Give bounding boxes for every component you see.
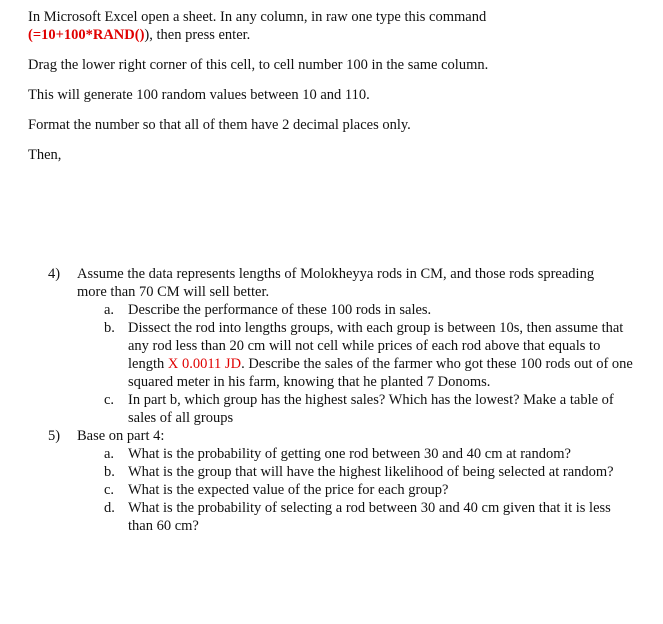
excel-formula: (=10+100*RAND() bbox=[28, 27, 145, 43]
question-5c bbox=[0, 481, 663, 499]
format-instruction: Format the number so that all of them have 2 decimal places only. bbox=[28, 117, 411, 133]
question-4 bbox=[0, 265, 663, 301]
sub-text-part: . Describe the sales of the farmer who got these 100 rods out of one squared meter in his farm, knowing that he planted 7 Donoms. bbox=[128, 356, 633, 390]
sub-letter: b. bbox=[104, 320, 115, 336]
question-number: 4) bbox=[48, 266, 61, 282]
question-5d bbox=[0, 499, 663, 535]
sub-text: What is the probability of getting one rod between 30 and 40 cm at random? bbox=[128, 446, 571, 462]
question-4b bbox=[0, 319, 663, 391]
sub-text-part: Dissect the rod into lengths groups, with each group is between 10s, then assume that any rod less than 20 cm will not cell while prices of each rod above that equals to length bbox=[128, 320, 624, 372]
question-5 bbox=[0, 427, 663, 445]
sub-text bbox=[128, 319, 633, 391]
sub-text: What is the expected value of the price for each group? bbox=[128, 482, 449, 498]
intro-line: In Microsoft Excel open a sheet. In any column, in raw one type this command bbox=[28, 9, 487, 25]
sub-text: What is the probability of selecting a rod between 30 and 40 cm given that it is less than 60 cm? bbox=[128, 500, 611, 534]
question-5a bbox=[0, 445, 663, 463]
intro-tail: ), then press enter. bbox=[144, 27, 251, 43]
sub-letter: b. bbox=[104, 464, 115, 480]
sub-letter: d. bbox=[104, 500, 115, 516]
question-text: Base on part 4: bbox=[77, 428, 165, 444]
then-label: Then, bbox=[28, 147, 62, 163]
sub-letter: c. bbox=[104, 482, 115, 498]
question-4c bbox=[0, 391, 663, 427]
intro-paragraph bbox=[28, 8, 648, 44]
question-text: Assume the data represents lengths of Molokheyya rods in CM, and those rods spreading more than 70 CM will sell better. bbox=[77, 266, 595, 300]
question-4a bbox=[0, 301, 663, 319]
sub-text: Describe the performance of these 100 rods in sales. bbox=[128, 302, 432, 318]
drag-instruction: Drag the lower right corner of this cell, to cell number 100 in the same column. bbox=[28, 57, 489, 73]
sub-text: In part b, which group has the highest sales? Which has the lowest? Make a table of sales of all groups bbox=[128, 392, 614, 426]
generate-note: This will generate 100 random values between 10 and 110. bbox=[28, 87, 370, 103]
price-factor: X 0.0011 JD bbox=[167, 356, 242, 372]
question-list bbox=[0, 265, 663, 535]
sub-letter: c. bbox=[104, 392, 115, 408]
question-5b bbox=[0, 463, 663, 481]
question-number: 5) bbox=[48, 428, 61, 444]
sub-letter: a. bbox=[104, 446, 115, 462]
instructions bbox=[28, 8, 648, 164]
sub-text: What is the group that will have the highest likelihood of being selected at random? bbox=[128, 464, 614, 480]
sub-letter: a. bbox=[104, 302, 115, 318]
